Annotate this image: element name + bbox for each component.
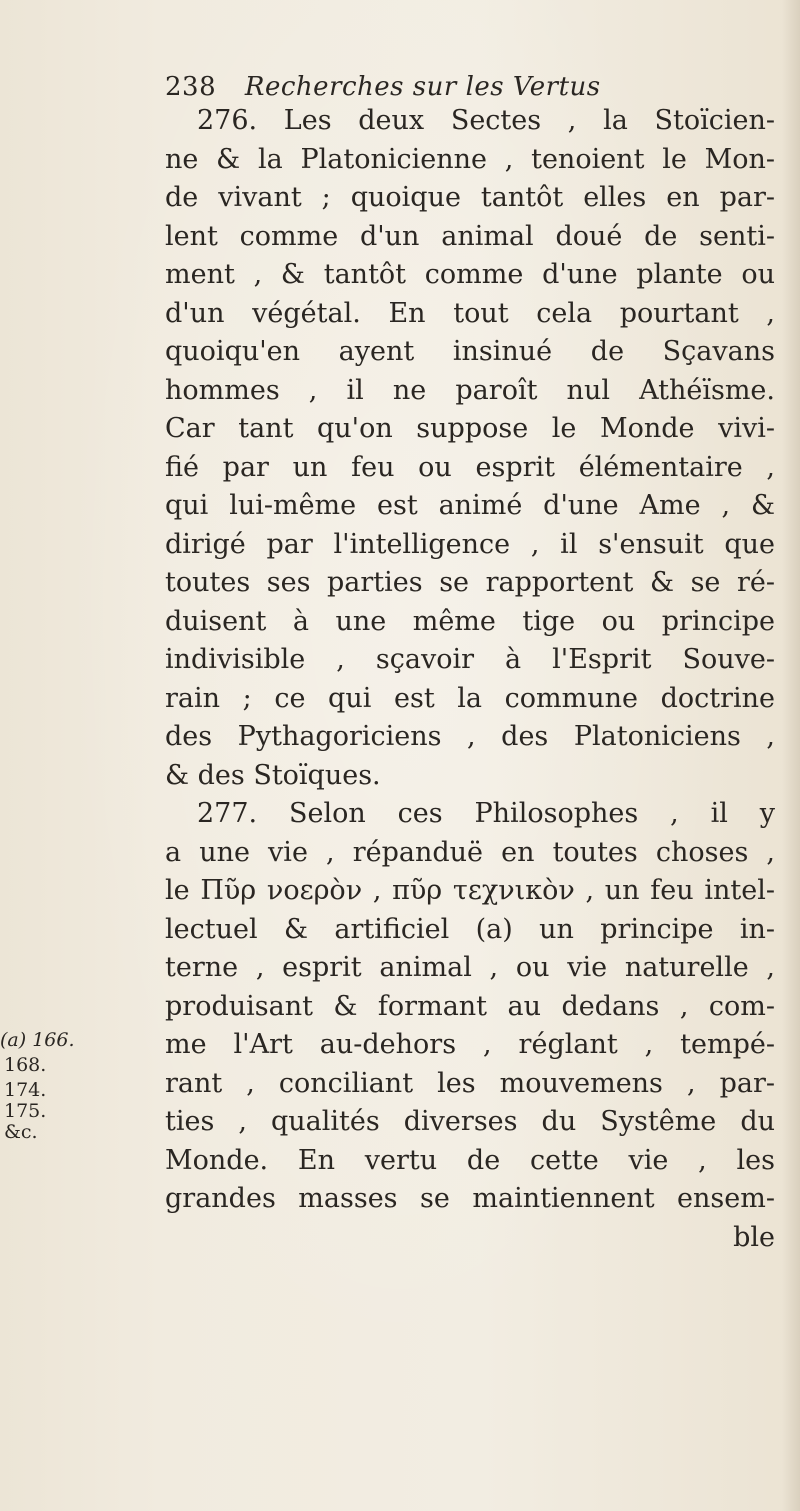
text-line: hommes , il ne paroît nul Athéïsme. — [165, 374, 775, 406]
margin-note: 168. — [4, 1054, 47, 1076]
margin-note: 175. — [4, 1100, 47, 1122]
text-line: lent comme d'un animal doué de senti- — [165, 220, 775, 252]
text-line: le Πῦρ νοερὸν , πῦρ τεχνικὸν , un feu intel- — [165, 875, 775, 906]
text-line: rain ; ce qui est la commune doctrine — [165, 682, 775, 714]
text-line: lectuel & artificiel (a) un principe in- — [165, 913, 775, 945]
margin-note: (a) 166. — [0, 1029, 75, 1051]
catchword: ble — [733, 1221, 775, 1253]
text-line: a une vie , répanduë en toutes choses , — [165, 836, 775, 868]
text-line: quoiqu'en ayent insinué de Sçavans — [165, 336, 775, 367]
page-header — [165, 72, 601, 102]
text-line: de vivant ; quoique tantôt elles en par- — [165, 182, 775, 213]
text-line: fié par un feu ou esprit élémentaire , — [165, 451, 775, 483]
text-line: grandes masses se maintiennent ensem- — [165, 1183, 775, 1214]
text-line: d'un végétal. En tout cela pourtant , — [165, 297, 775, 329]
text-line: dirigé par l'intelligence , il s'ensuit que — [165, 528, 775, 560]
text-line: toutes ses parties se rapportent & se ré- — [165, 567, 775, 598]
text-line: terne , esprit animal , ou vie naturelle , — [165, 952, 775, 983]
page-edge-shadow — [782, 0, 800, 1511]
page-number: 238 — [165, 72, 217, 102]
text-line: Monde. En vertu de cette vie , les — [165, 1144, 775, 1176]
text-line: ne & la Platonicienne , tenoient le Mon- — [165, 143, 775, 175]
text-line: qui lui-même est animé d'une Ame , & — [165, 490, 775, 521]
margin-notes — [0, 1030, 160, 1143]
text-line: 276. Les deux Sectes , la Stoïcien- — [197, 105, 775, 136]
text-line: & des Stoïques. — [165, 759, 381, 791]
margin-note: 174. — [4, 1079, 47, 1101]
text-line: 277. Selon ces Philosophes , il y — [197, 798, 775, 829]
text-line: rant , conciliant les mouvemens , par- — [165, 1067, 775, 1099]
text-line: ment , & tantôt comme d'une plante ou — [165, 259, 775, 290]
body-text — [165, 102, 775, 1257]
text-line: duisent à une même tige ou principe — [165, 605, 775, 637]
text-line: Car tant qu'on suppose le Monde vivi- — [165, 413, 775, 444]
text-line: ties , qualités diverses du Systême du — [165, 1106, 775, 1137]
text-line: me l'Art au-dehors , réglant , tempé- — [165, 1029, 775, 1060]
running-title: Recherches sur les Vertus — [244, 72, 601, 102]
text-line: des Pythagoriciens , des Platoniciens , — [165, 721, 775, 752]
text-line: produisant & formant au dedans , com- — [165, 990, 775, 1022]
margin-note: &c. — [4, 1121, 38, 1143]
text-line: indivisible , sçavoir à l'Esprit Souve- — [165, 644, 775, 675]
